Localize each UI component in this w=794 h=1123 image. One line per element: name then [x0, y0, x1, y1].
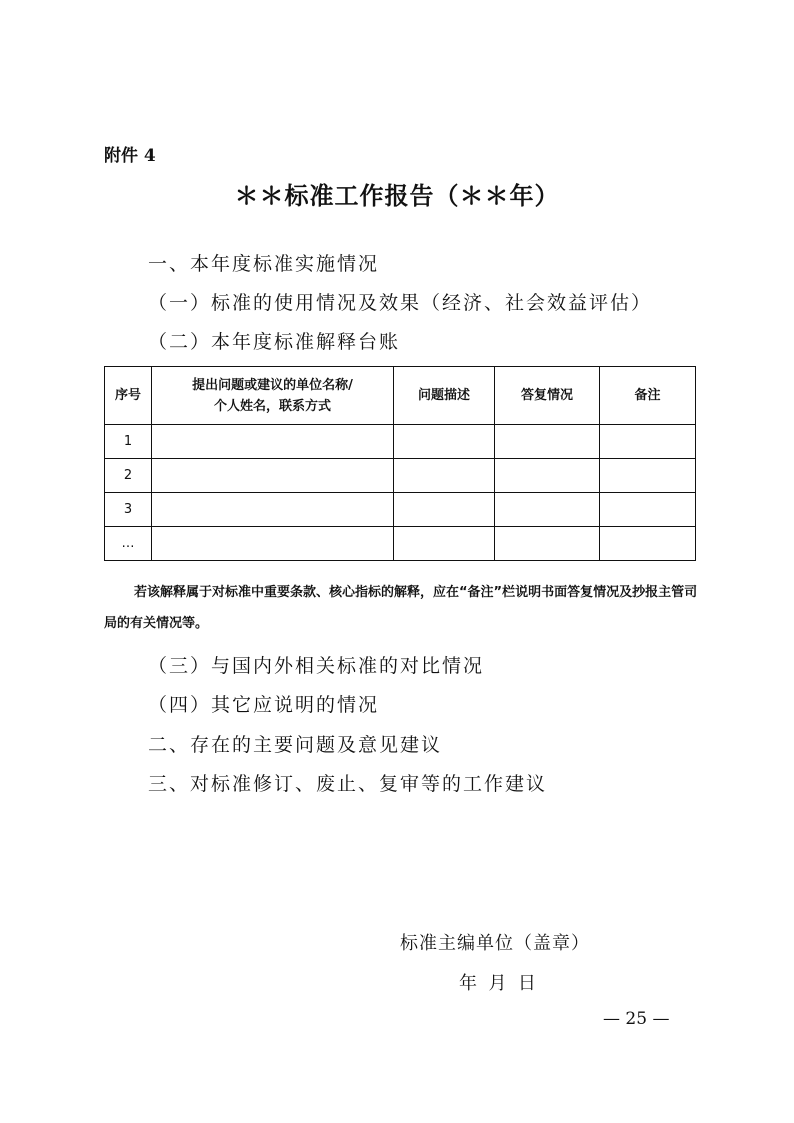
row-reply-cell [495, 527, 600, 561]
section-2-heading: 二、存在的主要问题及意见建议 [148, 734, 443, 756]
table-row [105, 493, 696, 527]
row-problem-cell [394, 493, 495, 527]
table-row [105, 459, 696, 493]
section-3-heading: 三、对标准修订、废止、复审等的工作建议 [148, 773, 548, 795]
document-title: ＊＊标准工作报告（＊＊年） [234, 181, 560, 210]
page-number: — 25 — [603, 1009, 670, 1029]
row-unit-cell [152, 527, 394, 561]
section-1-heading: 一、本年度标准实施情况 [148, 253, 380, 275]
table-note [104, 577, 700, 639]
row-seq: 1 [105, 425, 152, 459]
row-reply-cell [495, 459, 600, 493]
table-row [105, 527, 696, 561]
section-1-1-heading: （一）标准的使用情况及效果（经济、社会效益评估） [148, 292, 653, 314]
header-seq: 序号 [105, 367, 152, 425]
signature-date: 年 月 日 [459, 973, 536, 994]
row-seq: … [105, 527, 152, 561]
table-note-text: 若该解释属于对标准中重要条款、核心指标的解释，应在“备注”栏说明书面答复情况及抄报主管司局的有关情况等。 [104, 585, 698, 631]
header-unit [152, 367, 394, 425]
section-1-2-heading: （二）本年度标准解释台账 [148, 331, 401, 353]
row-reply-cell [495, 425, 600, 459]
row-unit-cell [152, 493, 394, 527]
header-reply: 答复情况 [495, 367, 600, 425]
row-problem-cell [394, 459, 495, 493]
section-1-3-heading: （三）与国内外相关标准的对比情况 [148, 655, 485, 677]
table-header-row [105, 367, 696, 425]
row-problem-cell [394, 425, 495, 459]
header-unit-line2: 个人姓名，联系方式 [213, 398, 331, 414]
header-problem: 问题描述 [394, 367, 495, 425]
section-1-4-heading: （四）其它应说明的情况 [148, 694, 380, 716]
row-unit-cell [152, 459, 394, 493]
row-problem-cell [394, 527, 495, 561]
signature-unit: 标准主编单位（盖章） [400, 933, 590, 954]
table-row [105, 425, 696, 459]
row-seq: 3 [105, 493, 152, 527]
row-seq: 2 [105, 459, 152, 493]
row-reply-cell [495, 493, 600, 527]
row-remark-cell [600, 493, 696, 527]
row-remark-cell [600, 459, 696, 493]
row-unit-cell [152, 425, 394, 459]
attachment-label: 附件 4 [104, 146, 156, 166]
header-unit-line1: 提出问题或建议的单位名称/ [192, 377, 353, 393]
row-remark-cell [600, 527, 696, 561]
interpretation-ledger-table [104, 366, 696, 561]
header-remark: 备注 [600, 367, 696, 425]
row-remark-cell [600, 425, 696, 459]
